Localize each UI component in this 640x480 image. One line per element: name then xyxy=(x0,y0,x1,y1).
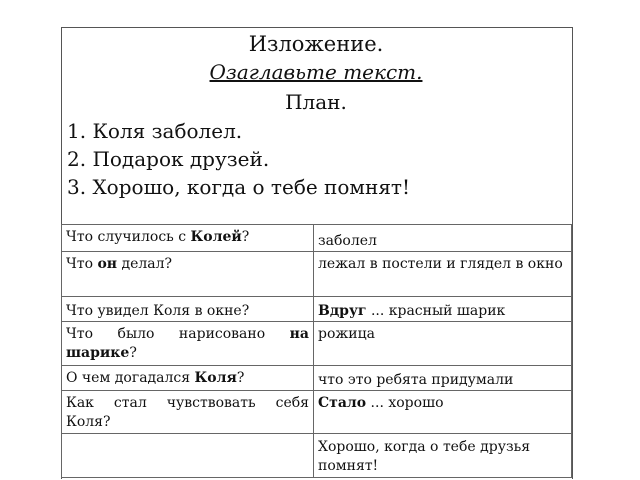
question-cell: Что он делал? xyxy=(62,252,314,297)
subtitle xyxy=(61,60,571,84)
answer-cell: рожица xyxy=(314,322,572,366)
plan-title: План. xyxy=(285,90,347,114)
answer-cell: Хорошо, когда о тебе друзья помнят! xyxy=(314,434,572,478)
answer-cell: лежал в постели и глядел в окно xyxy=(314,252,572,297)
answer-cell: Вдруг ... красный шарик xyxy=(314,297,572,322)
question-cell: Что случилось с Колей? xyxy=(62,225,314,252)
page-title: Изложение. xyxy=(248,32,384,56)
plan-item-1: 1. Коля заболел. xyxy=(67,119,243,143)
answer-cell: что это ребята придумали xyxy=(314,366,572,391)
table-row xyxy=(62,225,572,252)
answer-cell: Стало ... хорошо xyxy=(314,391,572,434)
question-cell: Что было нарисовано на шарике? xyxy=(62,322,314,366)
table-row xyxy=(62,322,572,366)
answer-cell: заболел xyxy=(314,225,572,252)
table-row xyxy=(62,366,572,391)
question-cell: Как стал чувствовать себя Коля? xyxy=(62,391,314,434)
plan-item-2: 2. Подарок друзей. xyxy=(67,147,270,171)
table-row xyxy=(62,297,572,322)
question-cell: О чем догадался Коля? xyxy=(62,366,314,391)
table-row xyxy=(62,391,572,434)
question-answer-table xyxy=(61,224,572,478)
question-cell xyxy=(62,434,314,478)
table-row xyxy=(62,434,572,478)
table-row xyxy=(62,252,572,297)
plan-item-3: 3. Хорошо, когда о тебе помнят! xyxy=(67,175,411,199)
question-cell: Что увидел Коля в окне? xyxy=(62,297,314,322)
subtitle-text: Озаглавьте текст. xyxy=(209,60,423,84)
